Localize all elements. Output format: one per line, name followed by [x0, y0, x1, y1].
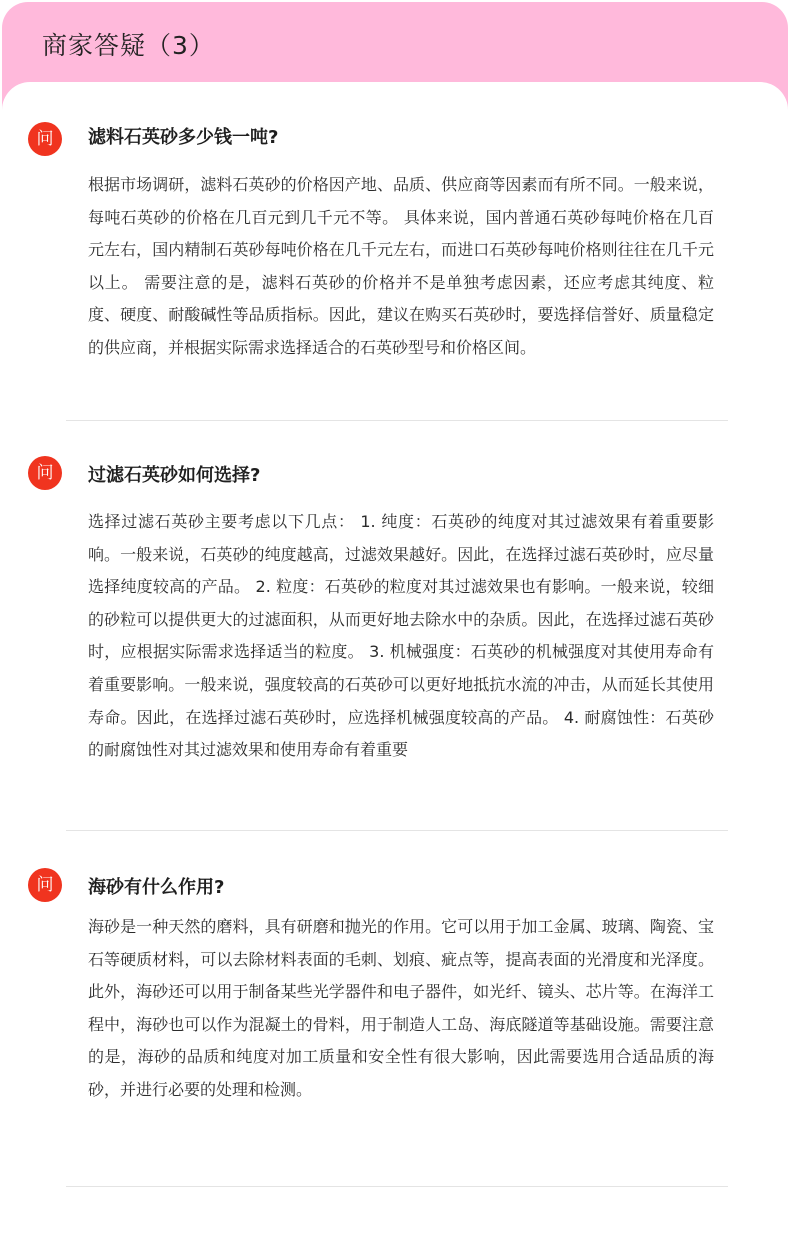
question-title: 海砂有什么作用?	[88, 877, 225, 898]
section-title: 商家答疑（3）	[42, 31, 215, 60]
answer-text: 海砂是一种天然的磨料，具有研磨和抛光的作用。它可以用于加工金属、玻璃、陶瓷、宝石等硬质材料，可以去除材料表面的毛刺、划痕、疵点等，提高表面的光滑度和光泽度。此外，海砂还可以用于制备某些光学器件和电子器件，如光纤、镜头、芯片等。在海洋工程中，海砂也可以作为混凝土的骨料，用于制造人工岛、海底隧道等基础设施。需要注意的是，海砂的品质和纯度对加工质量和安全性有很大影响，因此需要选用合适品质的海砂，并进行必要的处理和检测。	[88, 917, 714, 1099]
question-badge-icon: 问	[28, 122, 62, 156]
answer-text: 选择过滤石英砂主要考虑以下几点： 1. 纯度：石英砂的纯度对其过滤效果有着重要影响。一般来说，石英砂的纯度越高，过滤效果越好。因此，在选择过滤石英砂时，应尽量选择纯度较高的产品。 2. 粒度：石英砂的粒度对其过滤效果也有影响。一般来说，较细的砂粒可以提供更大的过滤面积，从而更好地去除水中的杂质。因此，在选择过滤石英砂时，应根据实际需求选择适当的粒度。 3. 机械强度：石英砂的机械强度对其使用寿命有着重要影响。一般来说，强度较高的石英砂可以更好地抵抗水流的冲击，从而延长其使用寿命。因此，在选择过滤石英砂时，应选择机械强度较高的产品。 4. 耐腐蚀性：石英砂的耐腐蚀性对其过滤效果和使用寿命有着重要	[88, 512, 714, 760]
question-title: 滤料石英砂多少钱一吨?	[88, 127, 279, 148]
question-title: 过滤石英砂如何选择?	[88, 465, 261, 486]
divider	[66, 830, 728, 831]
qa-card	[2, 82, 788, 1241]
question-badge-icon: 问	[28, 868, 62, 902]
divider	[66, 1186, 728, 1187]
question-badge-icon: 问	[28, 456, 62, 490]
answer-text: 根据市场调研，滤料石英砂的价格因产地、品质、供应商等因素而有所不同。一般来说，每吨石英砂的价格在几百元到几千元不等。 具体来说，国内普通石英砂每吨价格在几百元左右，国内精制石英砂每吨价格在几千元左右，而进口石英砂每吨价格则往往在几千元以上。 需要注意的是，滤料石英砂的价格并不是单独考虑因素，还应考虑其纯度、粒度、硬度、耐酸碱性等品质指标。因此，建议在购买石英砂时，要选择信誉好、质量稳定的供应商，并根据实际需求选择适合的石英砂型号和价格区间。	[88, 175, 714, 357]
divider	[66, 420, 728, 421]
